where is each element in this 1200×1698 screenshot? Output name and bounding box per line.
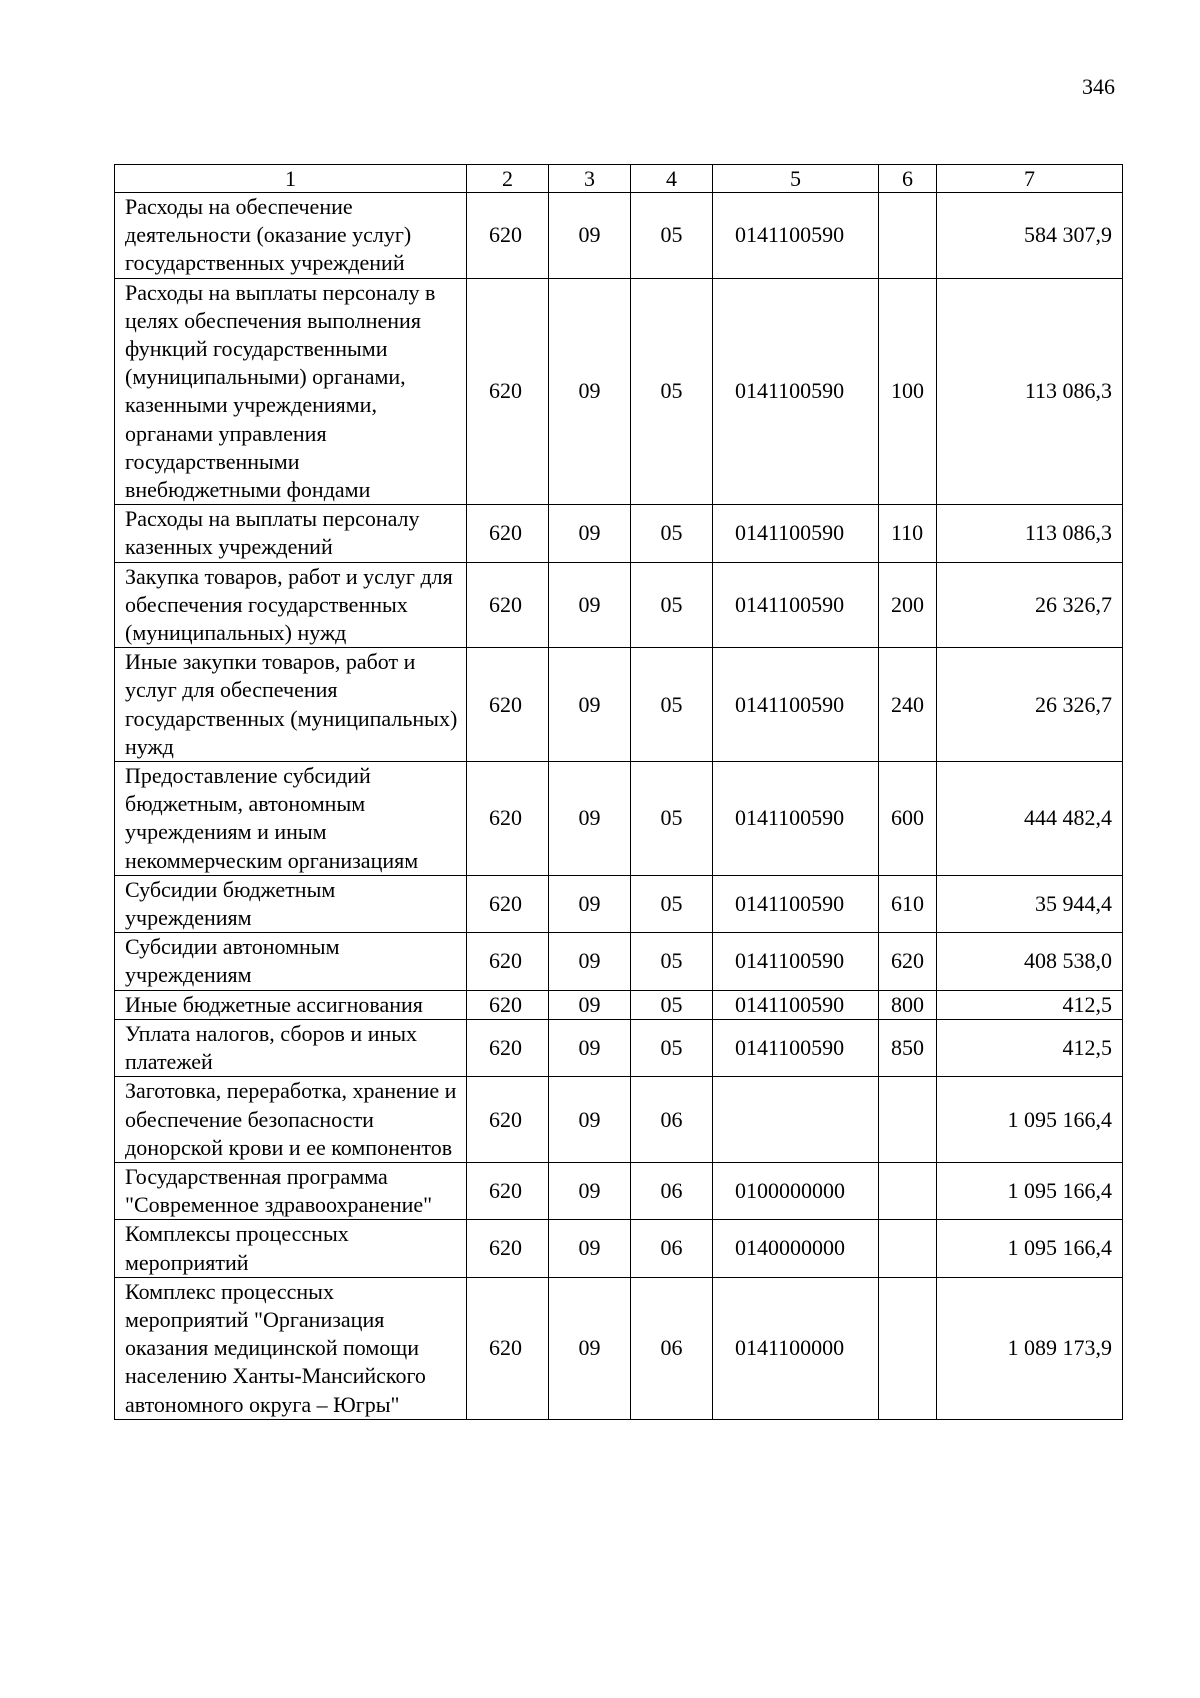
row-ministry: 620: [467, 1277, 549, 1419]
row-amount: 1 095 166,4: [937, 1077, 1123, 1163]
table-row: [115, 933, 1123, 990]
row-section: 09: [549, 1162, 631, 1219]
row-kvr: 240: [879, 648, 937, 762]
row-kvr: 620: [879, 933, 937, 990]
row-ministry: 620: [467, 1077, 549, 1163]
row-amount: 444 482,4: [937, 762, 1123, 876]
table-row: [115, 875, 1123, 932]
row-section: 09: [549, 562, 631, 648]
row-subsection: 05: [631, 278, 713, 505]
row-section: 09: [549, 1220, 631, 1277]
header-col-5: 5: [713, 165, 879, 193]
row-section: 09: [549, 1277, 631, 1419]
row-section: 09: [549, 278, 631, 505]
table-row: [115, 1220, 1123, 1277]
row-name: Закупка товаров, работ и услуг для обеспечения государственных (муниципальных) нужд: [115, 562, 467, 648]
row-amount: 26 326,7: [937, 648, 1123, 762]
row-name: Предоставление субсидий бюджетным, автономным учреждениям и иным некоммерческим организациям: [115, 762, 467, 876]
header-col-2: 2: [467, 165, 549, 193]
row-kvr: 610: [879, 875, 937, 932]
row-subsection: 06: [631, 1220, 713, 1277]
table-row: [115, 1077, 1123, 1163]
row-name: Иные бюджетные ассигнования: [115, 990, 467, 1019]
table-row: [115, 1162, 1123, 1219]
row-kvr: 600: [879, 762, 937, 876]
row-section: 09: [549, 762, 631, 876]
row-kvr: 200: [879, 562, 937, 648]
row-kvr: 100: [879, 278, 937, 505]
header-col-1: 1: [115, 165, 467, 193]
row-name: Субсидии бюджетным учреждениям: [115, 875, 467, 932]
row-target: 0141100590: [713, 648, 879, 762]
row-name: Уплата налогов, сборов и иных платежей: [115, 1019, 467, 1076]
row-kvr: 110: [879, 505, 937, 562]
row-section: 09: [549, 875, 631, 932]
row-subsection: 06: [631, 1162, 713, 1219]
table-row: [115, 1019, 1123, 1076]
row-target: 0141100590: [713, 762, 879, 876]
row-target: 0141100590: [713, 278, 879, 505]
row-ministry: 620: [467, 1220, 549, 1277]
row-subsection: 05: [631, 193, 713, 279]
header-col-4: 4: [631, 165, 713, 193]
row-section: 09: [549, 648, 631, 762]
row-section: 09: [549, 1077, 631, 1163]
row-amount: 412,5: [937, 1019, 1123, 1076]
table-row: [115, 562, 1123, 648]
table-row: [115, 193, 1123, 279]
row-section: 09: [549, 193, 631, 279]
row-target: 0141100590: [713, 562, 879, 648]
header-col-6: 6: [879, 165, 937, 193]
row-subsection: 05: [631, 990, 713, 1019]
row-ministry: 620: [467, 762, 549, 876]
row-kvr: [879, 1162, 937, 1219]
row-name: Расходы на выплаты персоналу в целях обеспечения выполнения функций государственными (муниципальными) органами, казенными учреждениями, органами управления государственными внебюджетными фондами: [115, 278, 467, 505]
row-amount: 408 538,0: [937, 933, 1123, 990]
row-ministry: 620: [467, 648, 549, 762]
row-subsection: 05: [631, 1019, 713, 1076]
header-row: [115, 165, 1123, 193]
row-subsection: 06: [631, 1277, 713, 1419]
row-ministry: 620: [467, 1162, 549, 1219]
row-subsection: 05: [631, 562, 713, 648]
row-amount: 113 086,3: [937, 278, 1123, 505]
row-ministry: 620: [467, 278, 549, 505]
row-amount: 1 095 166,4: [937, 1220, 1123, 1277]
row-subsection: 05: [631, 875, 713, 932]
row-section: 09: [549, 990, 631, 1019]
row-amount: 584 307,9: [937, 193, 1123, 279]
row-target: 0140000000: [713, 1220, 879, 1277]
row-subsection: 05: [631, 762, 713, 876]
row-kvr: [879, 1277, 937, 1419]
row-name: Комплексы процессных мероприятий: [115, 1220, 467, 1277]
header-col-3: 3: [549, 165, 631, 193]
row-ministry: 620: [467, 505, 549, 562]
row-amount: 26 326,7: [937, 562, 1123, 648]
row-name: Субсидии автономным учреждениям: [115, 933, 467, 990]
page-number: 346: [1082, 74, 1115, 99]
table-row: [115, 990, 1123, 1019]
row-target: 0141100000: [713, 1277, 879, 1419]
row-kvr: 850: [879, 1019, 937, 1076]
row-target: 0141100590: [713, 1019, 879, 1076]
header-col-7: 7: [937, 165, 1123, 193]
row-ministry: 620: [467, 990, 549, 1019]
row-amount: 1 095 166,4: [937, 1162, 1123, 1219]
row-kvr: 800: [879, 990, 937, 1019]
row-amount: 1 089 173,9: [937, 1277, 1123, 1419]
row-target: 0100000000: [713, 1162, 879, 1219]
table-row: [115, 278, 1123, 505]
row-ministry: 620: [467, 933, 549, 990]
row-amount: 35 944,4: [937, 875, 1123, 932]
row-subsection: 05: [631, 505, 713, 562]
row-section: 09: [549, 1019, 631, 1076]
row-subsection: 06: [631, 1077, 713, 1163]
row-amount: 412,5: [937, 990, 1123, 1019]
row-name: Комплекс процессных мероприятий "Организация оказания медицинской помощи населению Ханты-Мансийского автономного округа – Югры": [115, 1277, 467, 1419]
row-target: 0141100590: [713, 933, 879, 990]
row-ministry: 620: [467, 562, 549, 648]
table-row: [115, 762, 1123, 876]
row-ministry: 620: [467, 193, 549, 279]
row-kvr: [879, 193, 937, 279]
row-target: 0141100590: [713, 193, 879, 279]
row-target: [713, 1077, 879, 1163]
row-ministry: 620: [467, 1019, 549, 1076]
row-kvr: [879, 1077, 937, 1163]
row-ministry: 620: [467, 875, 549, 932]
row-target: 0141100590: [713, 875, 879, 932]
row-subsection: 05: [631, 648, 713, 762]
row-kvr: [879, 1220, 937, 1277]
row-target: 0141100590: [713, 505, 879, 562]
table-row: [115, 505, 1123, 562]
row-name: Иные закупки товаров, работ и услуг для обеспечения государственных (муниципальных) нужд: [115, 648, 467, 762]
row-section: 09: [549, 505, 631, 562]
row-name: Государственная программа "Современное здравоохранение": [115, 1162, 467, 1219]
row-name: Заготовка, переработка, хранение и обеспечение безопасности донорской крови и ее компонентов: [115, 1077, 467, 1163]
row-subsection: 05: [631, 933, 713, 990]
row-name: Расходы на обеспечение деятельности (оказание услуг) государственных учреждений: [115, 193, 467, 279]
row-name: Расходы на выплаты персоналу казенных учреждений: [115, 505, 467, 562]
budget-table: [114, 164, 1123, 1420]
table-row: [115, 1277, 1123, 1419]
row-amount: 113 086,3: [937, 505, 1123, 562]
row-section: 09: [549, 933, 631, 990]
row-target: 0141100590: [713, 990, 879, 1019]
table-row: [115, 648, 1123, 762]
